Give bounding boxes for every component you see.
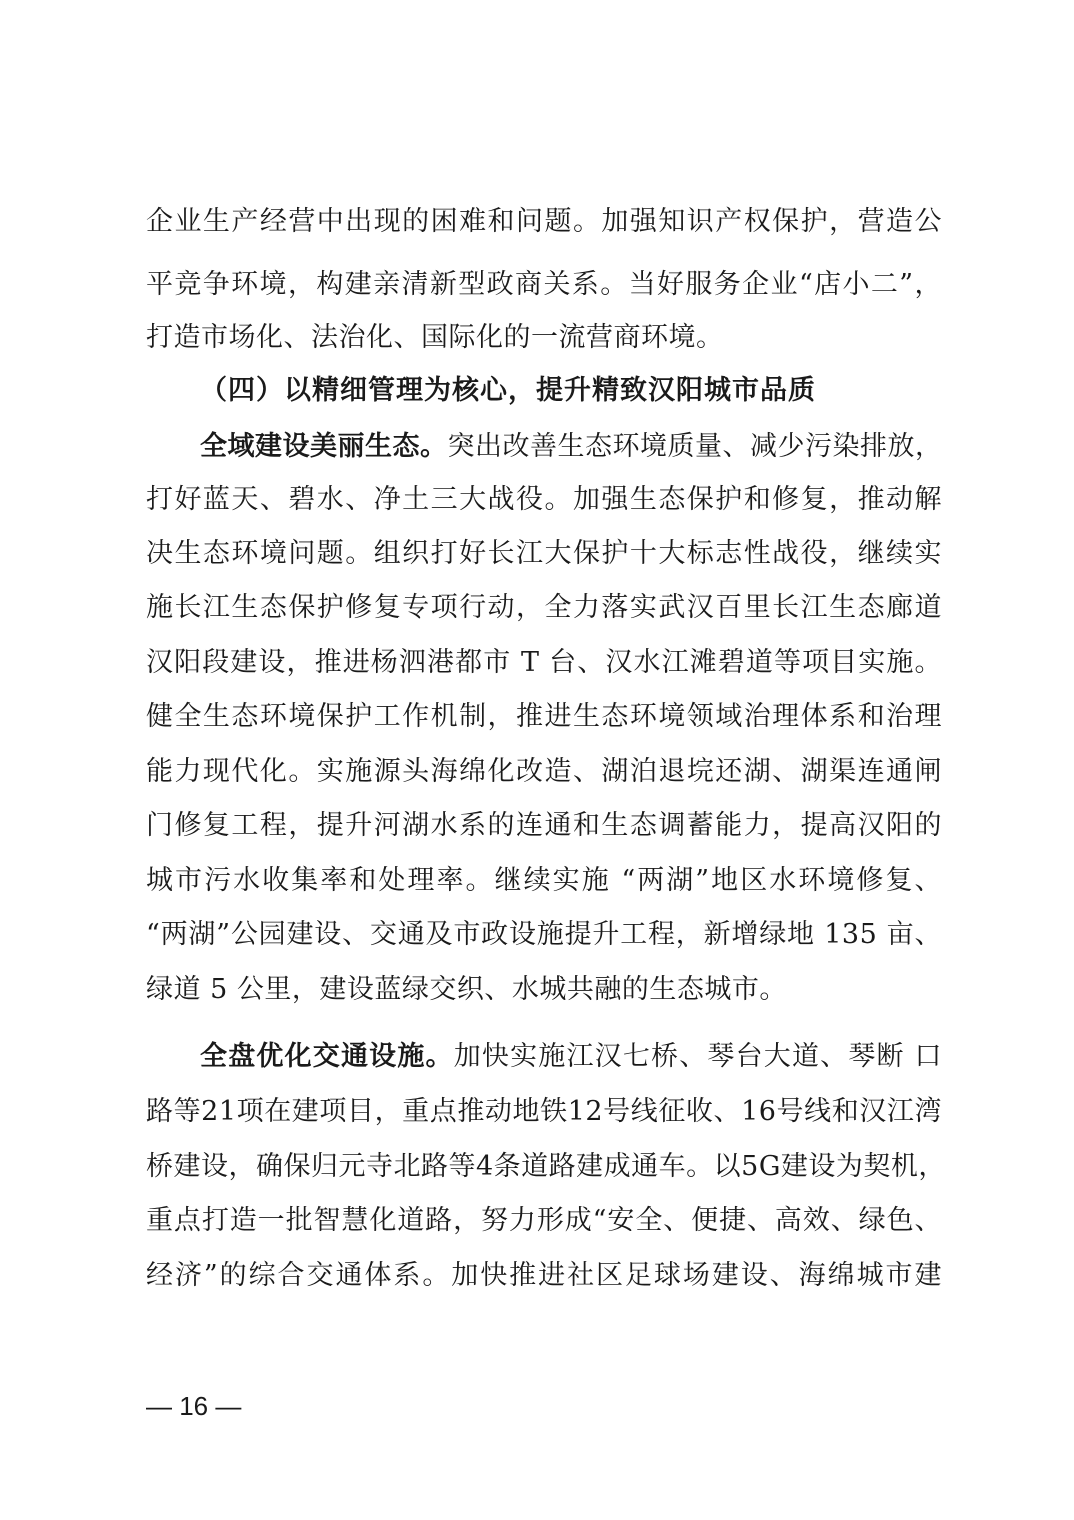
text-line: 路等21项在建项目，重点推动地铁12号线征收、16号线和汉江湾 [146, 1096, 942, 1127]
text-line: 桥建设，确保归元寺北路等4条道路建成通车。以5G建设为契机， [146, 1151, 946, 1182]
paragraph-first-line [200, 1037, 942, 1077]
text-line: “两湖”公园建设、交通及市政设施提升工程，新增绿地 135 亩、 [146, 919, 942, 950]
section-heading: （四）以精细管理为核心，提升精致汉阳城市品质 [200, 375, 816, 406]
text-line: 企业生产经营中出现的困难和问题。加强知识产权保护，营造公 [146, 206, 942, 237]
text-line: 决生态环境问题。组织打好长江大保护十大标志性战役，继续实 [146, 538, 942, 569]
text-line: 平竞争环境，构建亲清新型政商关系。当好服务企业“店小二”， [146, 269, 942, 300]
paragraph-text: 加快实施江汉七桥、琴台大道、琴断 口 [453, 1041, 942, 1072]
text-line: 汉阳段建设，推进杨泗港都市 T 台、汉水江滩碧道等项目实施。 [146, 647, 942, 678]
text-line: 健全生态环境保护工作机制，推进生态环境领域治理体系和治理 [146, 701, 942, 732]
paragraph-lead: 全盘优化交通设施。 [200, 1041, 454, 1072]
text-line: 重点打造一批智慧化道路，努力形成“安全、便捷、高效、绿色、 [146, 1205, 942, 1236]
text-line: 城市污水收集率和处理率。继续实施 “两湖”地区水环境修复、 [146, 865, 942, 896]
text-line: 打造市场化、法治化、国际化的一流营商环境。 [146, 322, 724, 353]
text-line: 绿道 5 公里，建设蓝绿交织、水城共融的生态城市。 [146, 974, 787, 1005]
paragraph-lead: 全域建设美丽生态。 [200, 431, 448, 462]
text-line: 能力现代化。实施源头海绵化改造、湖泊退垸还湖、湖渠连通闸 [146, 756, 942, 787]
paragraph-first-line [200, 427, 942, 467]
text-line: 经济”的综合交通体系。加快推进社区足球场建设、海绵城市建 [146, 1260, 942, 1291]
text-line: 门修复工程，提升河湖水系的连通和生态调蓄能力，提高汉阳的 [146, 810, 942, 841]
paragraph-text: 突出改善生态环境质量、减少污染排放， [447, 431, 943, 462]
text-line: 打好蓝天、碧水、净土三大战役。加强生态保护和修复，推动解 [146, 484, 942, 515]
text-line: 施长江生态保护修复专项行动，全力落实武汉百里长江生态廊道 [146, 592, 942, 623]
page-number: — 16 — [146, 1391, 242, 1421]
